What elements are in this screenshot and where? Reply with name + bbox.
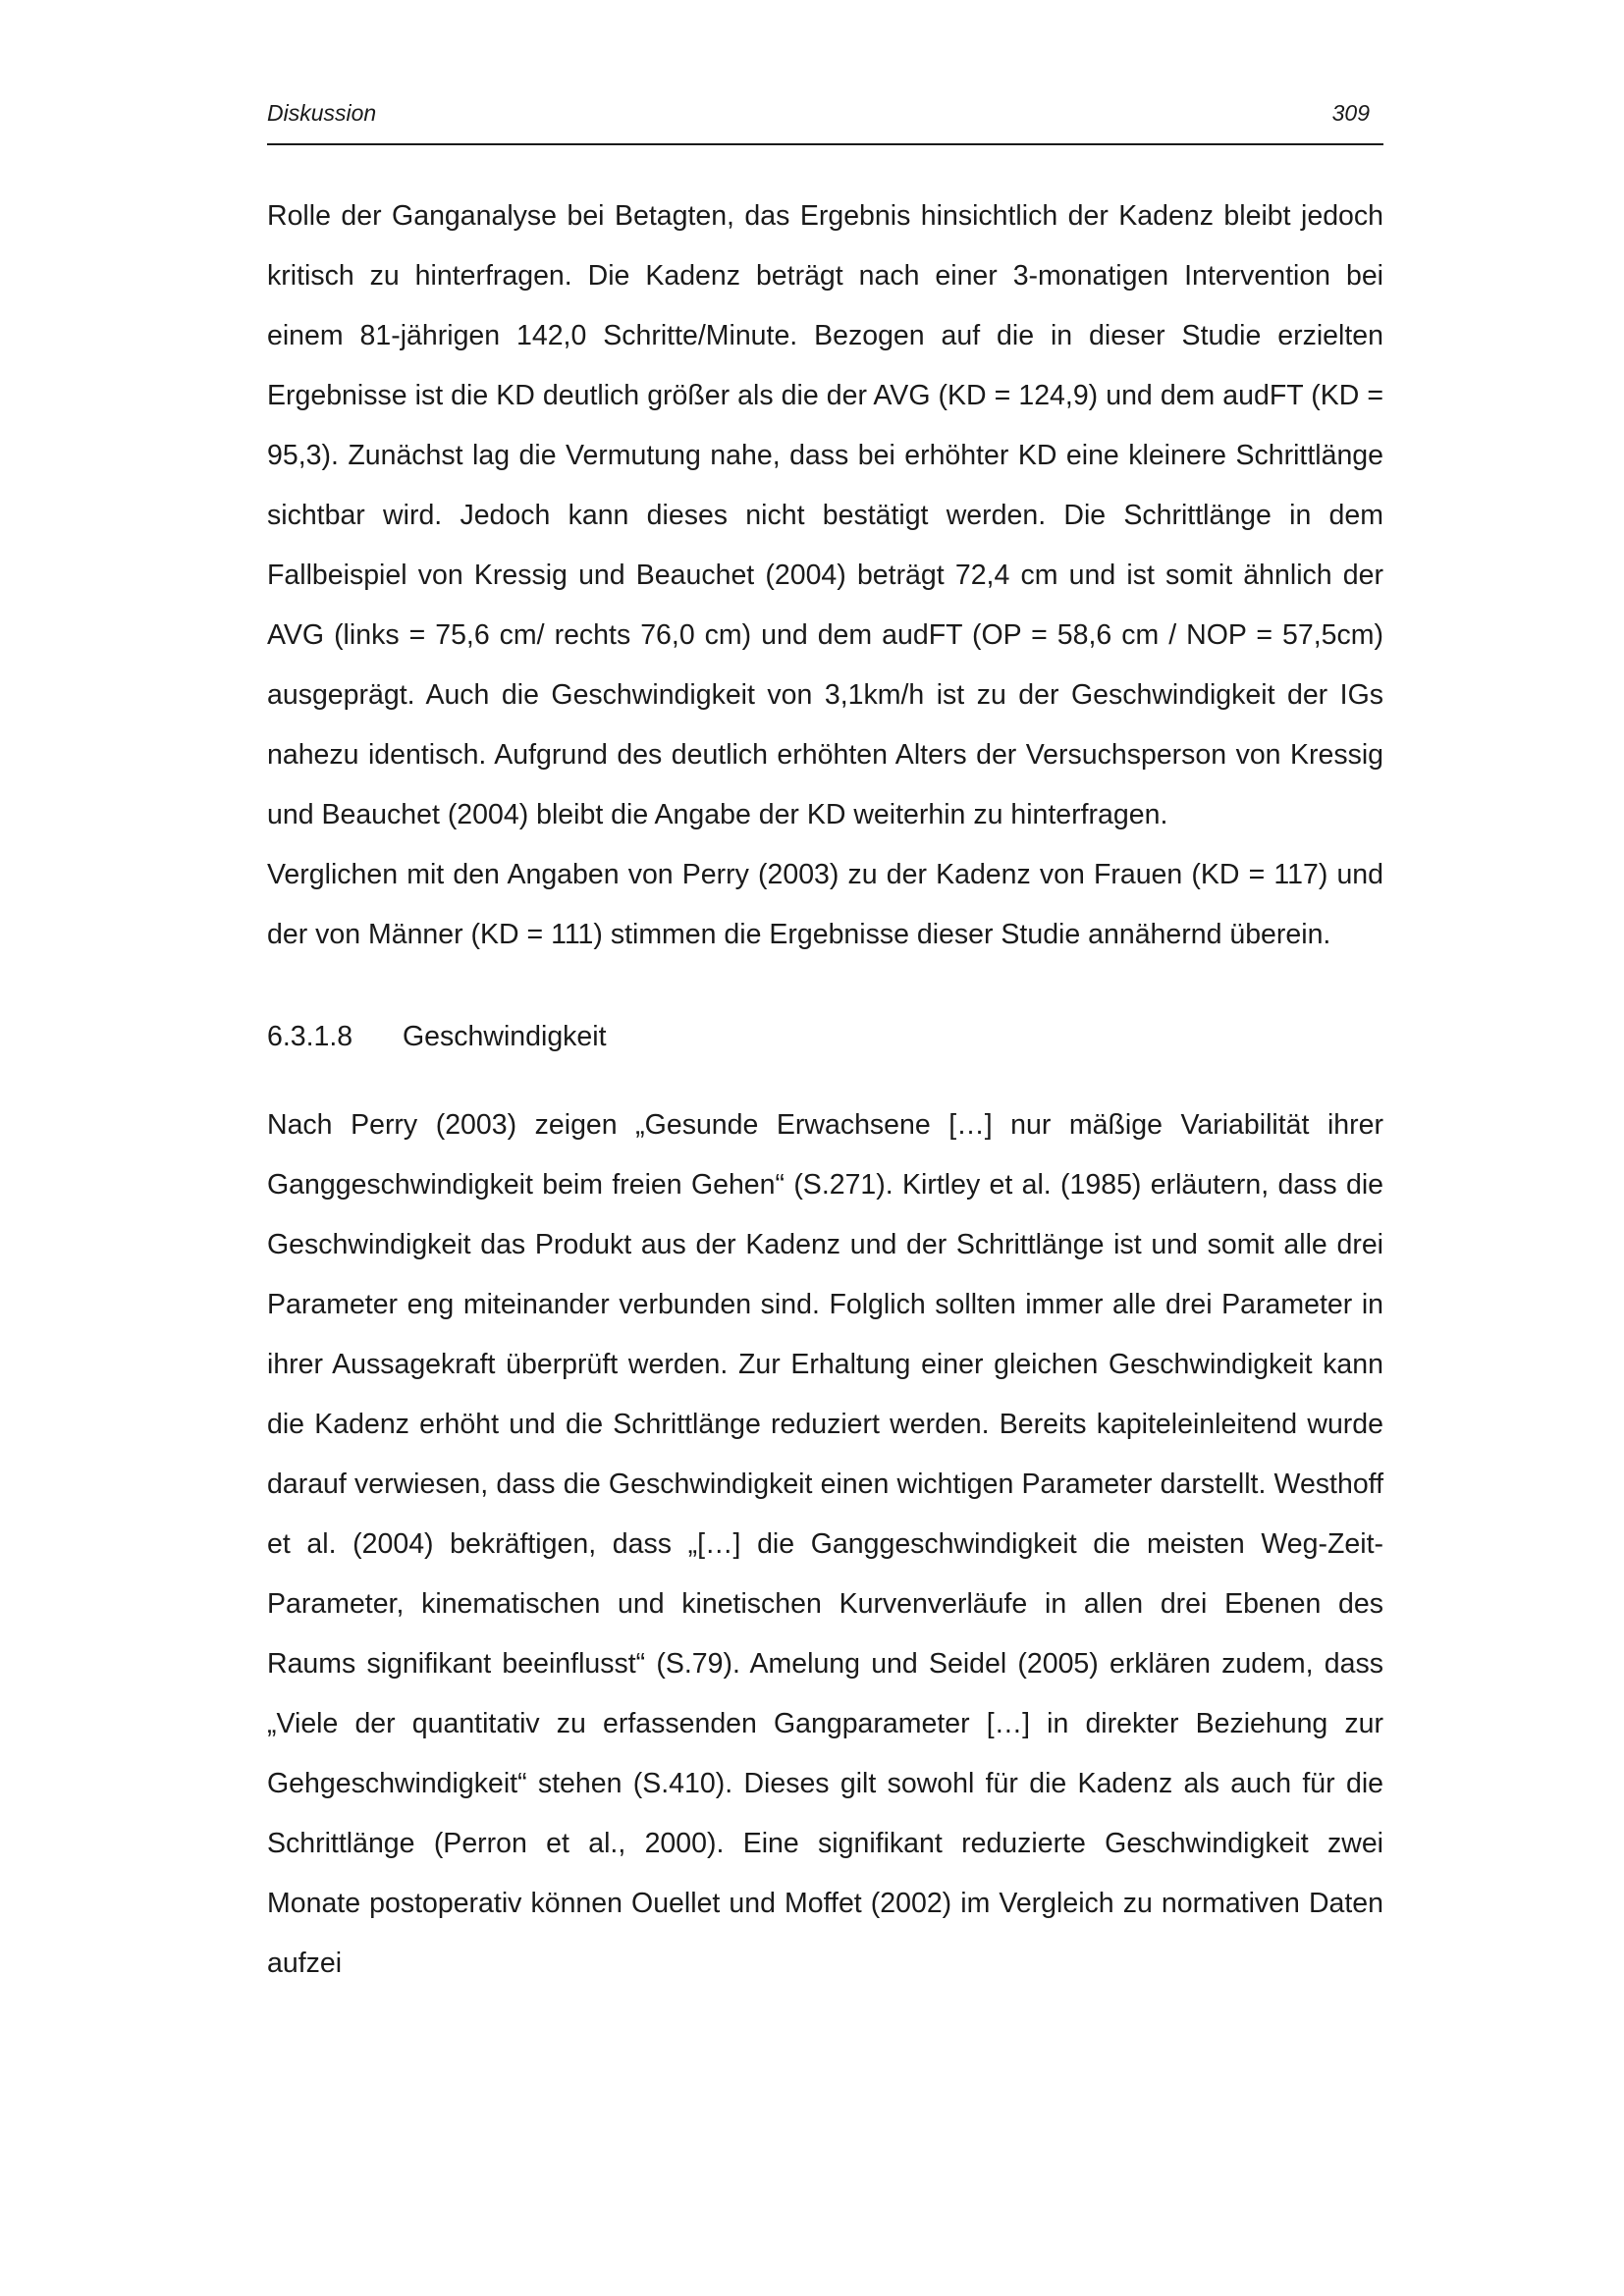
paragraph-kadenz-discussion: Rolle der Ganganalyse bei Betagten, das Ergebnis hinsichtlich der Kadenz bleibt jedoch kritisch zu hinterfragen. Die Kadenz beträgt nach einer 3-monatigen Intervention bei einem 81-jährigen 142,0 Schritte/Minute. Bezogen auf die in dieser Studie erzielten Ergebnisse ist die KD deutlich größer als die der AVG (KD = 124,9) und dem audFT (KD = 95,3). Zunächst lag die Vermutung nahe, dass bei erhöhter KD eine kleinere Schrittlänge sichtbar wird. Jedoch kann dieses nicht bestätigt werden. Die Schrittlänge in dem Fallbeispiel von Kressig und Beauchet (2004) beträgt 72,4 cm und ist somit ähnlich der AVG (links = 75,6 cm/ rechts 76,0 cm) und dem audFT (OP = 58,6 cm / NOP = 57,5cm) ausgeprägt. Auch die Geschwindigkeit von 3,1km/h ist zu der Geschwindigkeit der IGs nahezu identisch. Aufgrund des deutlich erhöhten Alters der Versuchsperson von Kressig und Beauchet (2004) bleibt die Angabe der KD weiterhin zu hinterfragen. [267,200,1383,830]
running-header [267,94,1383,145]
paragraph-perry-comparison: Verglichen mit den Angaben von Perry (2003) zu der Kadenz von Frauen (KD = 117) und der von Männer (KD = 111) stimmen die Ergebnisse dieser Studie annähernd überein. [267,859,1383,950]
section-heading [267,1007,1383,1067]
paragraph-geschwindigkeit: Nach Perry (2003) zeigen „Gesunde Erwachsene […] nur mäßige Variabilität ihrer Ganggeschwindigkeit beim freien Gehen“ (S.271). Kirtley et al. (1985) erläutern, dass die Geschwindigkeit das Produkt aus der Kadenz und der Schrittlänge ist und somit alle drei Parameter eng miteinander verbunden sind. Folglich sollten immer alle drei Parameter in ihrer Aussagekraft überprüft werden. Zur Erhaltung einer gleichen Geschwindigkeit kann die Kadenz erhöht und die Schrittlänge reduziert werden. Bereits kapiteleinleitend wurde darauf verwiesen, dass die Geschwindigkeit einen wichtigen Parameter darstellt. Westhoff et al. (2004) bekräftigen, dass „[…] die Ganggeschwindigkeit die meisten Weg-Zeit-Parameter, kinematischen und kinetischen Kurvenverläufe in allen drei Ebenen des Raums signifikant beeinflusst“ (S.79). Amelung und Seidel (2005) erklären zudem, dass „Viele der quantitativ zu erfassenden Gangparameter […] in direkter Beziehung zur Gehgeschwindigkeit“ stehen (S.410). Dieses gilt sowohl für die Kadenz als auch für die Schrittlänge (Perron et al., 2000). Eine signifikant reduzierte Geschwindigkeit zwei Monate postoperativ können Ouellet und Moffet (2002) im Vergleich zu normativen Daten aufzei [267,1109,1383,1979]
section-heading-number: 6.3.1.8 [267,1021,353,1052]
header-section-title: Diskussion [267,100,377,126]
page-number: 309 [1331,100,1370,126]
page-body [267,187,1383,1994]
section-heading-title: Geschwindigkeit [403,1021,607,1052]
